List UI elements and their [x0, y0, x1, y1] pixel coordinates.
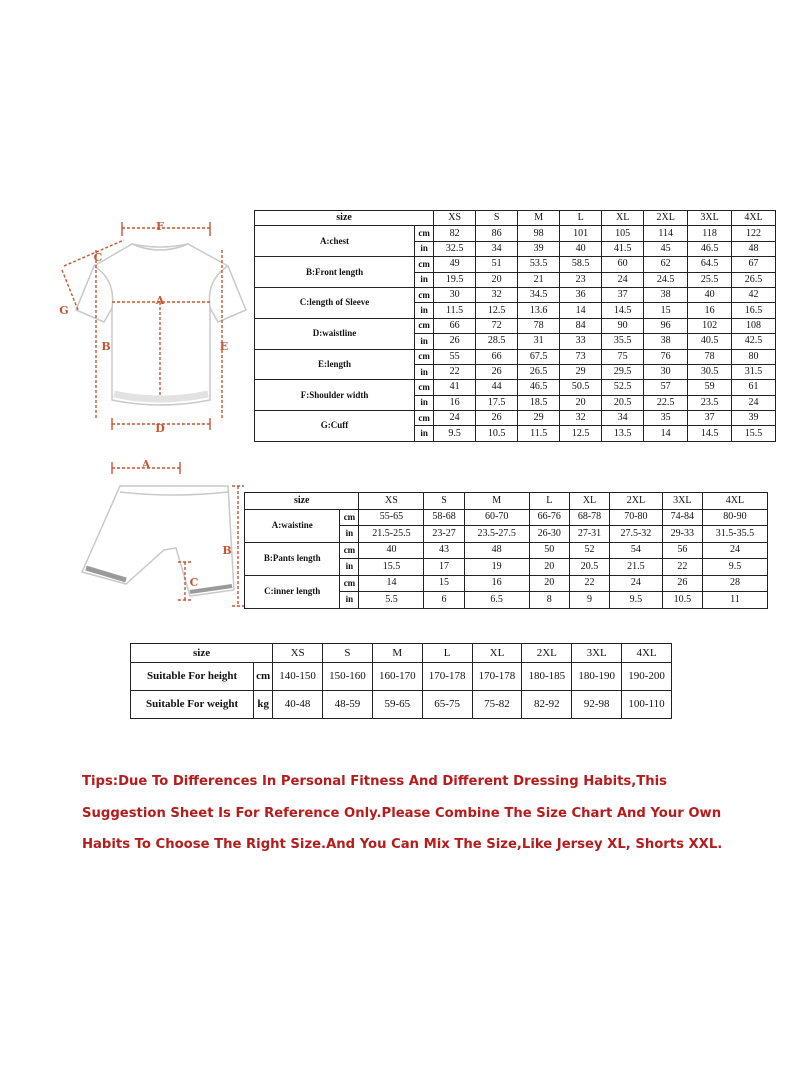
table-row	[131, 663, 672, 691]
jersey-label-b: B	[101, 340, 111, 353]
row-label: F:Shoulder width	[255, 380, 415, 411]
unit-in: in	[415, 241, 434, 256]
unit-cm: cm	[415, 380, 434, 395]
cell: 105	[602, 226, 644, 241]
jersey-label-a: A	[155, 294, 165, 307]
table-row	[245, 509, 768, 526]
cell: 9.5	[434, 426, 476, 441]
cell: 51	[476, 257, 518, 272]
cell: 100-110	[622, 691, 672, 719]
size-col: 2XL	[644, 211, 688, 226]
cell: 26	[476, 364, 518, 379]
size-col: XS	[359, 493, 424, 510]
cell: 39	[732, 411, 776, 426]
unit-in: in	[340, 526, 359, 543]
unit-cm: cm	[415, 349, 434, 364]
shorts-label-b: B	[222, 544, 232, 557]
cell: 72	[476, 318, 518, 333]
unit-cm: cm	[415, 226, 434, 241]
shorts-size-table	[244, 492, 768, 609]
cell: 82-92	[522, 691, 572, 719]
cell: 40-48	[273, 691, 323, 719]
cell: 24	[732, 395, 776, 410]
size-col: 3XL	[688, 211, 732, 226]
cell: 28.5	[476, 334, 518, 349]
cell: 31	[518, 334, 560, 349]
cell: 49	[434, 257, 476, 272]
size-header: size	[245, 493, 359, 510]
cell: 40.5	[688, 334, 732, 349]
cell: 78	[518, 318, 560, 333]
cell: 114	[644, 226, 688, 241]
unit-in: in	[415, 272, 434, 287]
cell: 14	[644, 426, 688, 441]
cell: 59-65	[372, 691, 422, 719]
unit-cm: cm	[415, 411, 434, 426]
cell: 24	[610, 575, 663, 592]
cell: 46.5	[688, 241, 732, 256]
cell: 62	[644, 257, 688, 272]
cell: 38	[644, 334, 688, 349]
unit-in: in	[340, 559, 359, 576]
fit-table-header	[131, 644, 672, 663]
cell: 41	[434, 380, 476, 395]
cell: 40	[688, 287, 732, 302]
cell: 37	[688, 411, 732, 426]
cell: 170-178	[422, 663, 472, 691]
cell: 48	[464, 542, 529, 559]
cell: 25.5	[688, 272, 732, 287]
size-header: size	[131, 644, 273, 663]
size-col: XL	[472, 644, 522, 663]
cell: 31.5-35.5	[702, 526, 767, 543]
cell: 34.5	[518, 287, 560, 302]
shorts-label-c: C	[189, 576, 199, 589]
cell: 17.5	[476, 395, 518, 410]
cell: 32.5	[434, 241, 476, 256]
cell: 22	[569, 575, 609, 592]
cell: 32	[476, 287, 518, 302]
unit-cm: cm	[340, 509, 359, 526]
cell: 15	[424, 575, 464, 592]
cell: 65-75	[422, 691, 472, 719]
cell: 14	[359, 575, 424, 592]
cell: 24.5	[644, 272, 688, 287]
cell: 42.5	[732, 334, 776, 349]
cell: 26	[476, 411, 518, 426]
cell: 9.5	[610, 592, 663, 609]
table-row	[131, 691, 672, 719]
unit-in: in	[415, 364, 434, 379]
jersey-label-f: F	[156, 220, 164, 233]
size-col: 4XL	[622, 644, 672, 663]
cell: 35	[644, 411, 688, 426]
cell: 40	[359, 542, 424, 559]
table-row	[255, 257, 776, 272]
cell: 84	[560, 318, 602, 333]
cell: 44	[476, 380, 518, 395]
cell: 29.5	[602, 364, 644, 379]
size-col: L	[529, 493, 569, 510]
cell: 27.5-32	[610, 526, 663, 543]
size-col: XL	[569, 493, 609, 510]
shorts-label-a: A	[141, 458, 151, 471]
cell: 26.5	[518, 364, 560, 379]
cell: 35.5	[602, 334, 644, 349]
cell: 9.5	[702, 559, 767, 576]
cell: 26	[662, 575, 702, 592]
cell: 80	[732, 349, 776, 364]
shorts-table-header	[245, 493, 768, 510]
cell: 38	[644, 287, 688, 302]
cell: 26-30	[529, 526, 569, 543]
unit-cm: cm	[415, 287, 434, 302]
cell: 57	[644, 380, 688, 395]
cell: 26.5	[732, 272, 776, 287]
jersey-size-table	[254, 210, 776, 442]
unit-in: in	[340, 592, 359, 609]
cell: 10.5	[662, 592, 702, 609]
cell: 23	[560, 272, 602, 287]
cell: 30	[434, 287, 476, 302]
cell: 13.5	[602, 426, 644, 441]
cell: 60-70	[464, 509, 529, 526]
cell: 20	[529, 575, 569, 592]
cell: 30.5	[688, 364, 732, 379]
cell: 42	[732, 287, 776, 302]
cell: 20	[560, 395, 602, 410]
cell: 27-31	[569, 526, 609, 543]
cell: 11	[702, 592, 767, 609]
unit-in: in	[415, 426, 434, 441]
shorts-measure-lines	[112, 462, 244, 606]
row-label: B:Front length	[255, 257, 415, 288]
cell: 22	[434, 364, 476, 379]
cell: 150-160	[323, 663, 373, 691]
cell: 32	[560, 411, 602, 426]
cell: 19	[464, 559, 529, 576]
cell: 41.5	[602, 241, 644, 256]
unit-in: in	[415, 334, 434, 349]
cell: 22.5	[644, 395, 688, 410]
cell: 68-78	[569, 509, 609, 526]
cell: 75-82	[472, 691, 522, 719]
cell: 78	[688, 349, 732, 364]
size-col: M	[518, 211, 560, 226]
row-label: B:Pants length	[245, 542, 340, 575]
jersey-table-header	[255, 211, 776, 226]
cell: 75	[602, 349, 644, 364]
row-label: D:waistline	[255, 318, 415, 349]
cell: 11.5	[518, 426, 560, 441]
cell: 6.5	[464, 592, 529, 609]
table-row	[255, 226, 776, 241]
unit-in: in	[415, 303, 434, 318]
cell: 16	[464, 575, 529, 592]
cell: 45	[644, 241, 688, 256]
row-label: Suitable For height	[131, 663, 254, 691]
cell: 39	[518, 241, 560, 256]
cell: 15	[644, 303, 688, 318]
cell: 14.5	[688, 426, 732, 441]
cell: 170-178	[472, 663, 522, 691]
cell: 21.5	[610, 559, 663, 576]
cell: 82	[434, 226, 476, 241]
cell: 160-170	[372, 663, 422, 691]
table-row	[245, 542, 768, 559]
cell: 29	[560, 364, 602, 379]
cell: 118	[688, 226, 732, 241]
cell: 12.5	[476, 303, 518, 318]
cell: 48-59	[323, 691, 373, 719]
size-col: M	[372, 644, 422, 663]
cell: 29-33	[662, 526, 702, 543]
row-label: E:length	[255, 349, 415, 380]
cell: 61	[732, 380, 776, 395]
size-col: XS	[434, 211, 476, 226]
row-label: A:chest	[255, 226, 415, 257]
cell: 28	[702, 575, 767, 592]
cell: 58-68	[424, 509, 464, 526]
cell: 13.6	[518, 303, 560, 318]
row-label: G:Cuff	[255, 411, 415, 442]
cell: 92-98	[572, 691, 622, 719]
table-row	[255, 411, 776, 426]
cell: 55-65	[359, 509, 424, 526]
cell: 70-80	[610, 509, 663, 526]
cell: 23.5-27.5	[464, 526, 529, 543]
jersey-label-d: D	[155, 422, 165, 435]
jersey-outline	[76, 244, 246, 405]
cell: 66	[476, 349, 518, 364]
jersey-label-e: E	[219, 340, 229, 353]
cell: 24	[434, 411, 476, 426]
cell: 16	[434, 395, 476, 410]
cell: 66-76	[529, 509, 569, 526]
size-col: L	[560, 211, 602, 226]
tips-text: Tips:Due To Differences In Personal Fitness And Different Dressing Habits,This Suggestion Sheet Is For Reference Only.Please Combine The Size Chart And Your Own Habits To Choose The Right Size.And You Can Mix The Size,Like Jersey XL, Shorts XXL.	[82, 774, 723, 852]
cell: 16.5	[732, 303, 776, 318]
cell: 23-27	[424, 526, 464, 543]
cell: 21.5-25.5	[359, 526, 424, 543]
cell: 180-190	[572, 663, 622, 691]
row-label: A:waistine	[245, 509, 340, 542]
cell: 76	[644, 349, 688, 364]
cell: 56	[662, 542, 702, 559]
cell: 80-90	[702, 509, 767, 526]
unit-cm: cm	[340, 542, 359, 559]
cell: 55	[434, 349, 476, 364]
cell: 98	[518, 226, 560, 241]
size-col: S	[323, 644, 373, 663]
table-row	[255, 349, 776, 364]
cell: 31.5	[732, 364, 776, 379]
cell: 46.5	[518, 380, 560, 395]
cell: 34	[476, 241, 518, 256]
unit-cm: cm	[415, 318, 434, 333]
cell: 18.5	[518, 395, 560, 410]
cell: 29	[518, 411, 560, 426]
cell: 10.5	[476, 426, 518, 441]
cell: 21	[518, 272, 560, 287]
table-row	[255, 380, 776, 395]
unit-cm: cm	[415, 257, 434, 272]
cell: 19.5	[434, 272, 476, 287]
cell: 90	[602, 318, 644, 333]
cell: 36	[560, 287, 602, 302]
cell: 64.5	[688, 257, 732, 272]
cell: 20	[529, 559, 569, 576]
cell: 24	[702, 542, 767, 559]
cell: 59	[688, 380, 732, 395]
unit-cell: cm	[254, 663, 273, 691]
shorts-diagram	[72, 450, 247, 615]
cell: 24	[602, 272, 644, 287]
cell: 33	[560, 334, 602, 349]
cell: 26	[434, 334, 476, 349]
cell: 6	[424, 592, 464, 609]
cell: 22	[662, 559, 702, 576]
cell: 102	[688, 318, 732, 333]
table-row	[255, 287, 776, 302]
cell: 12.5	[560, 426, 602, 441]
cell: 40	[560, 241, 602, 256]
cell: 50.5	[560, 380, 602, 395]
row-label: C:length of Sleeve	[255, 287, 415, 318]
cell: 20.5	[569, 559, 609, 576]
cell: 20.5	[602, 395, 644, 410]
size-col: 3XL	[572, 644, 622, 663]
table-row	[255, 318, 776, 333]
cell: 50	[529, 542, 569, 559]
size-col: S	[424, 493, 464, 510]
size-col: XS	[273, 644, 323, 663]
size-col: M	[464, 493, 529, 510]
fit-size-table	[130, 643, 672, 719]
cell: 16	[688, 303, 732, 318]
cell: 43	[424, 542, 464, 559]
cell: 96	[644, 318, 688, 333]
cell: 14	[560, 303, 602, 318]
cell: 34	[602, 411, 644, 426]
unit-cell: kg	[254, 691, 273, 719]
cell: 74-84	[662, 509, 702, 526]
cell: 23.5	[688, 395, 732, 410]
size-col: S	[476, 211, 518, 226]
cell: 52.5	[602, 380, 644, 395]
cell: 37	[602, 287, 644, 302]
cell: 140-150	[273, 663, 323, 691]
cell: 122	[732, 226, 776, 241]
cell: 14.5	[602, 303, 644, 318]
cell: 30	[644, 364, 688, 379]
row-label: Suitable For weight	[131, 691, 254, 719]
cell: 54	[610, 542, 663, 559]
size-col: 2XL	[610, 493, 663, 510]
cell: 15.5	[732, 426, 776, 441]
shorts-outline	[82, 486, 234, 596]
cell: 190-200	[622, 663, 672, 691]
unit-cm: cm	[340, 575, 359, 592]
cell: 180-185	[522, 663, 572, 691]
cell: 58.5	[560, 257, 602, 272]
jersey-label-g: G	[59, 304, 69, 317]
cell: 60	[602, 257, 644, 272]
size-col: XL	[602, 211, 644, 226]
cell: 15.5	[359, 559, 424, 576]
cell: 48	[732, 241, 776, 256]
cell: 9	[569, 592, 609, 609]
cell: 17	[424, 559, 464, 576]
cell: 66	[434, 318, 476, 333]
jersey-label-c: C	[93, 251, 103, 264]
size-col: L	[422, 644, 472, 663]
unit-in: in	[415, 395, 434, 410]
cell: 5.5	[359, 592, 424, 609]
size-col: 4XL	[732, 211, 776, 226]
cell: 52	[569, 542, 609, 559]
jersey-diagram	[50, 210, 255, 440]
cell: 73	[560, 349, 602, 364]
cell: 101	[560, 226, 602, 241]
size-col: 4XL	[702, 493, 767, 510]
cell: 20	[476, 272, 518, 287]
cell: 8	[529, 592, 569, 609]
row-label: C:inner length	[245, 575, 340, 608]
cell: 67.5	[518, 349, 560, 364]
cell: 53.5	[518, 257, 560, 272]
size-header: size	[255, 211, 434, 226]
table-row	[245, 575, 768, 592]
cell: 11.5	[434, 303, 476, 318]
cell: 67	[732, 257, 776, 272]
size-col: 2XL	[522, 644, 572, 663]
cell: 108	[732, 318, 776, 333]
size-col: 3XL	[662, 493, 702, 510]
cell: 86	[476, 226, 518, 241]
